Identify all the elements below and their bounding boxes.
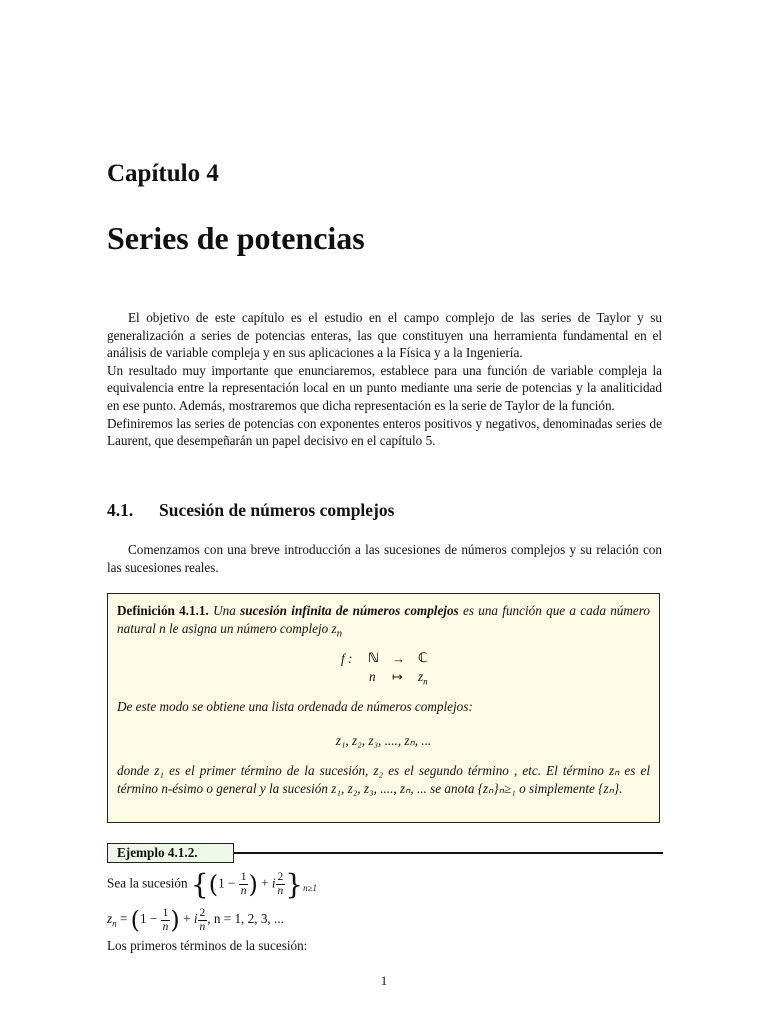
intro-paragraph-1: El objetivo de este capítulo es el estudio en el campo complejo de las series de Taylor y su generalización a series de potencias enteras, las que constituyen una herramienta fundamental en el análisis de variable compleja y en sus aplicaciones a la Física y a la Ingeniería. — [107, 310, 662, 361]
example-line-2: $z_n = (1$ − $\frac{1}{n}$ ) + i $\frac{2}{n}$ , n = 1, 2, 3, ... — [107, 906, 284, 934]
section-heading — [107, 500, 394, 521]
fraction-2-over-n: $\frac{2}{n}$ — [277, 871, 284, 897]
map-arrow: → — [392, 651, 406, 666]
map-f: f : — [341, 651, 353, 666]
example-rule — [234, 852, 663, 854]
map-codomain: ℂ — [418, 651, 428, 666]
example-header — [107, 843, 663, 865]
example-line-2-suffix: , n = 1, 2, 3, ... — [207, 911, 284, 927]
section-title: Sucesión de números complejos — [159, 500, 395, 520]
page-number: 1 — [380, 973, 388, 988]
section-intro: Comenzamos con una breve introducción a las sucesiones de números complejos y su relación con las sucesiones reales. — [107, 542, 662, 575]
intro-text — [107, 309, 662, 450]
sequence-list: z₁, z₂, z₃, ...., zₙ, ... — [335, 733, 432, 748]
fraction-1-over-n: $\frac{1}{n}$ — [240, 871, 247, 897]
map-domain: ℕ — [368, 651, 379, 666]
definition-sub: n — [336, 627, 343, 640]
example-label: Ejemplo 4.1.2. — [107, 843, 234, 863]
definition-text-a: Una — [213, 603, 236, 618]
definition-paragraph-3: donde z₁ es el primer término de la sucesión, z₂ es el segundo término , etc. El término zₙ es el término n-ésimo o general y la sucesión z₁, z₂, z₃, ...., zₙ, ... se anota {zₙ}ₙ≥₁ o simplemente {zₙ}. — [117, 763, 650, 796]
intro-paragraph-3: Definiremos las series de potencias con exponentes enteros positivos y negativos, denominadas series de Laurent, que desempeñarán un papel decisivo en el capítulo 5. — [107, 415, 662, 449]
map-z: $z_n$ — [418, 669, 428, 687]
chapter-title: Series de potencias — [107, 220, 365, 256]
section-number: 4.1. — [107, 500, 134, 520]
example-prefix: Sea la sucesión — [107, 875, 188, 891]
chapter-label: Capítulo 4 — [107, 160, 219, 187]
map-n: n — [369, 669, 376, 684]
example-line-1: Sea la sucesión {(1 − $\frac{1}{n}$ ) + i $\frac{2}{n}$ }$_{n\ge 1}$ — [107, 868, 318, 901]
definition-label: Definición 4.1.1. — [117, 603, 209, 618]
map-to: ↦ — [392, 669, 404, 684]
definition-statement — [117, 602, 650, 643]
definition-text-b: es una función que a cada número natural n le asigna un número complejo z — [117, 603, 651, 636]
definition-box — [107, 593, 660, 823]
intro-paragraph-2: Un resultado muy importante que enunciaremos, establece para una función de variable compleja la equivalencia entre la representación local en un punto mediante una serie de potencias y la analiticidad en ese punto. Además, mostraremos que dicha representación es la serie de Taylor de la función. — [107, 362, 662, 413]
example-line-3: Los primeros términos de la sucesión: — [107, 938, 308, 953]
definition-term: sucesión infinita de números complejos — [240, 603, 459, 618]
definition-paragraph-2: De este modo se obtiene una lista ordenada de números complejos: — [117, 699, 473, 714]
